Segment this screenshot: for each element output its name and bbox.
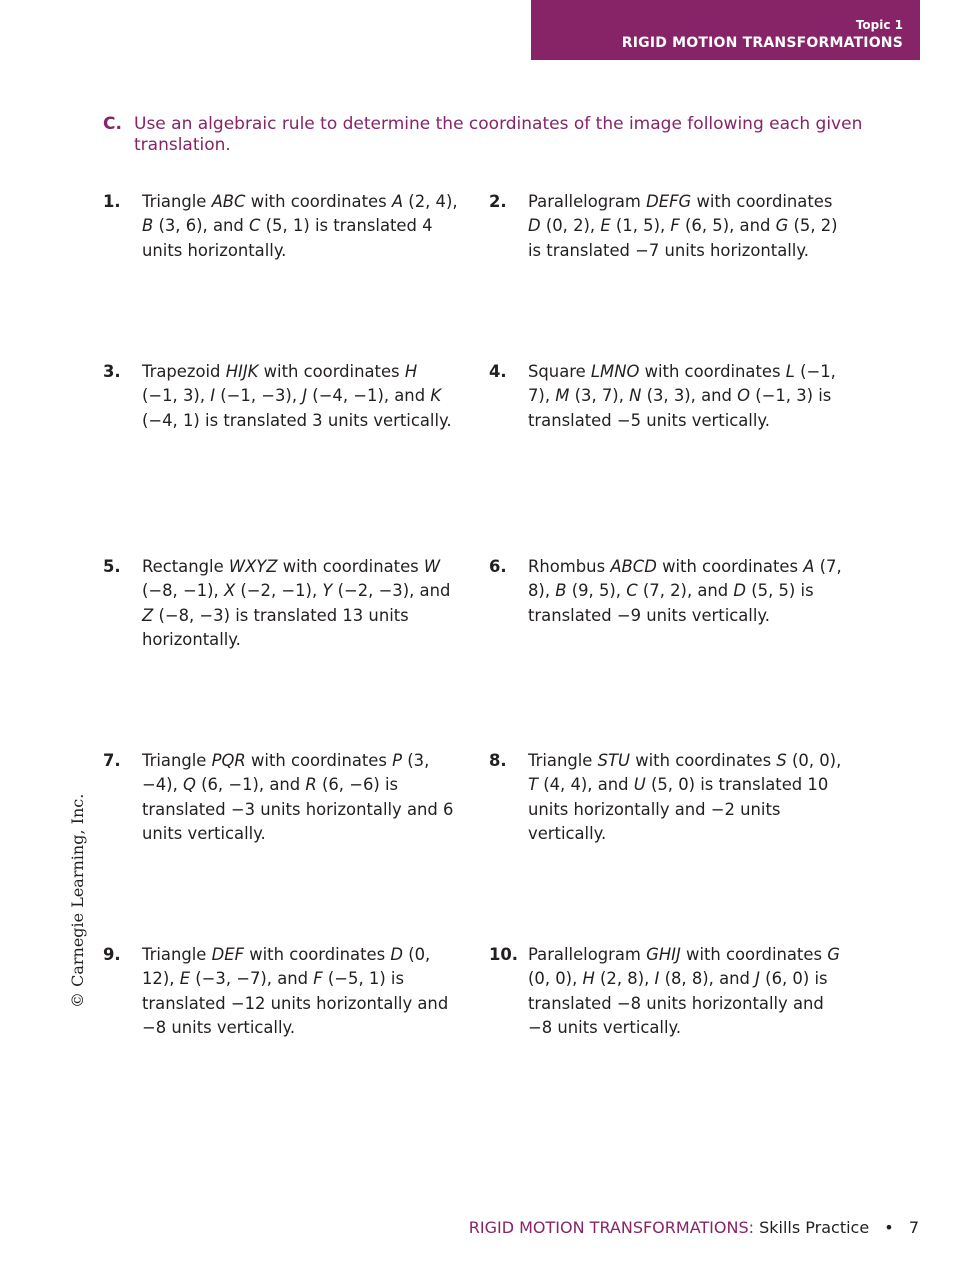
problem-number: 6. [489,557,507,576]
problem-number: 10. [489,945,519,964]
section-letter: C. [103,114,122,134]
page-footer [469,1218,919,1237]
problem-3 [103,360,458,433]
problem-text: Triangle STU with coordinates S (0, 0), T (4, 4), and U (5, 0) is translated 10 units horizontally and −2 units vertically. [528,751,842,843]
page-number: 7 [908,1218,919,1237]
problem-text: Parallelogram DEFG with coordinates D (0, 2), E (1, 5), F (6, 5), and G (5, 2) is translated −7 units horizontally. [528,192,838,260]
section-text: Use an algebraic rule to determine the coordinates of the image following each given translation. [134,114,863,155]
problem-2 [489,190,844,263]
copyright-notice [46,793,110,1008]
problem-5 [103,555,458,652]
problem-1 [103,190,458,263]
problem-7 [103,749,458,846]
footer-separator: • [884,1218,894,1237]
topic-label: Topic 1 [855,18,903,32]
problem-9 [103,943,458,1040]
problem-number: 4. [489,362,507,381]
footer-subtitle: Skills Practice [759,1218,870,1237]
problem-number: 2. [489,192,507,211]
problem-number: 5. [103,557,121,576]
footer-title: RIGID MOTION TRANSFORMATIONS: [468,1218,754,1237]
problem-text: Triangle ABC with coordinates A (2, 4), B (3, 6), and C (5, 1) is translated 4 units horizontally. [142,192,458,260]
problem-8 [489,749,844,846]
problem-text: Triangle PQR with coordinates P (3, −4), Q (6, −1), and R (6, −6) is translated −3 units horizontally and 6 units vertically. [142,751,454,843]
problem-number: 7. [103,751,121,770]
problem-text: Triangle DEF with coordinates D (0, 12), E (−3, −7), and F (−5, 1) is translated −12 units horizontally and −8 units vertically. [142,945,449,1037]
problem-text: Trapezoid HIJK with coordinates H (−1, 3), I (−1, −3), J (−4, −1), and K (−4, 1) is translated 3 units vertically. [142,362,452,430]
problem-6 [489,555,844,628]
problem-text: Parallelogram GHIJ with coordinates G (0, 0), H (2, 8), I (8, 8), and J (6, 0) is translated −8 units horizontally and −8 units vertically. [528,945,840,1037]
problem-text: Rhombus ABCD with coordinates A (7, 8), B (9, 5), C (7, 2), and D (5, 5) is translated −9 units vertically. [528,557,842,625]
problem-number: 9. [103,945,121,964]
section-instruction [103,114,863,156]
problem-number: 1. [103,192,121,211]
topic-title: RIGID MOTION TRANSFORMATIONS [621,35,903,51]
problem-number: 8. [489,751,507,770]
problem-4 [489,360,844,433]
topic-banner [531,0,920,60]
copyright-text: © Carnegie Learning, Inc. [68,793,87,1008]
problem-number: 3. [103,362,121,381]
problem-text: Square LMNO with coordinates L (−1, 7), M (3, 7), N (3, 3), and O (−1, 3) is translated −5 units vertically. [528,362,836,430]
problem-text: Rectangle WXYZ with coordinates W (−8, −1), X (−2, −1), Y (−2, −3), and Z (−8, −3) is translated 13 units horizontally. [142,557,451,649]
problem-10 [489,943,844,1040]
